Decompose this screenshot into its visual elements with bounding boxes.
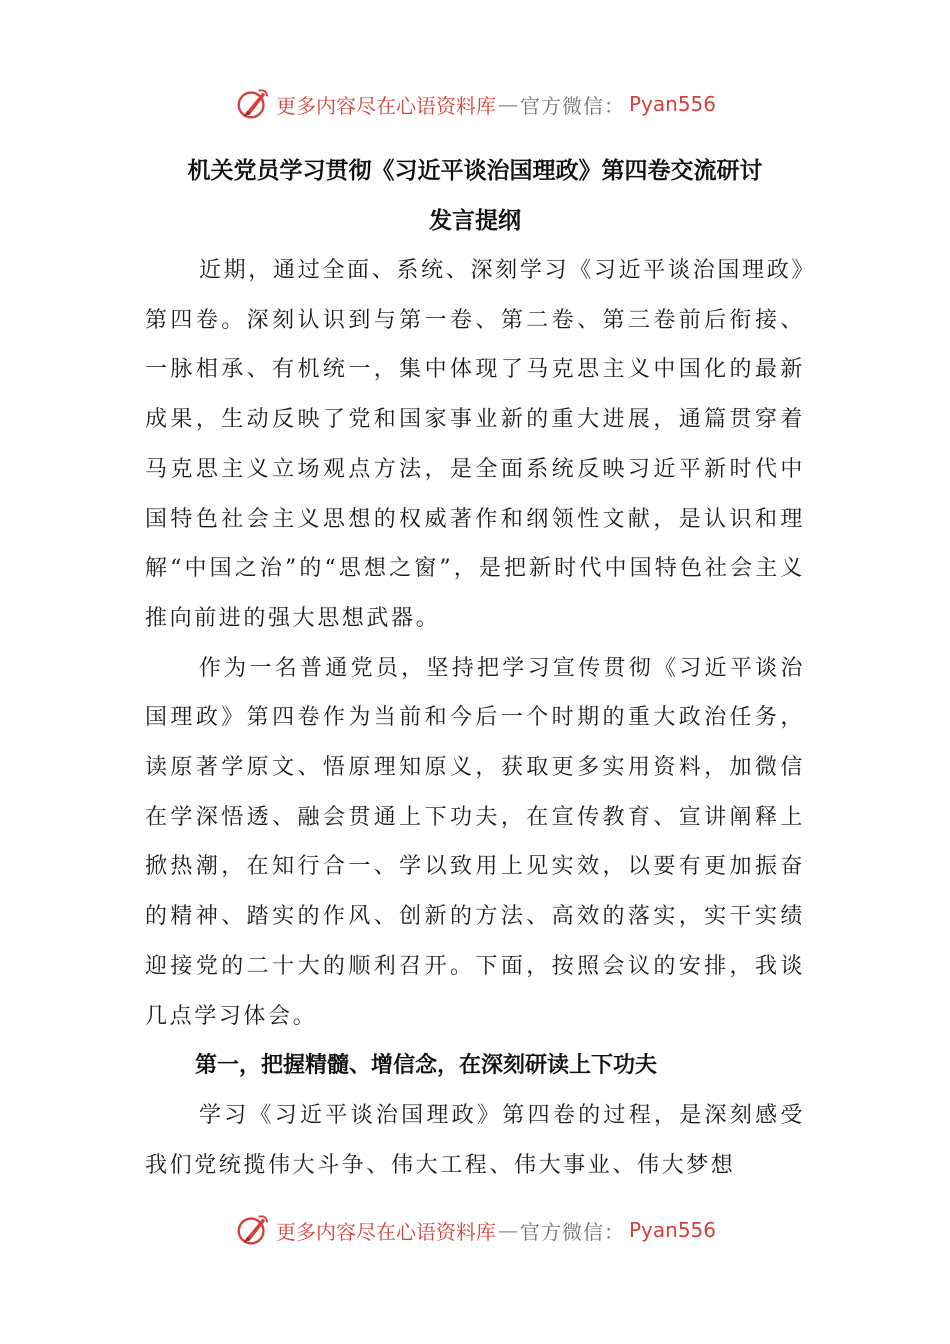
- body-paragraph-1: 近期，通过全面、系统、深刻学习《习近平谈治国理政》第四卷。深刻认识到与第一卷、第二卷、第三卷前后衔接、一脉相承、有机统一，集中体现了马克思主义中国化的最新成果，生动反映了党和国家事业新的重大进展，通篇贯穿着马克思主义立场观点方法，是全面系统反映习近平新时代中国特色社会主义思想的权威著作和纲领性文献，是认识和理解“中国之治”的“思想之窗”，是把新时代中国特色社会主义推向前进的强大思想武器。: [145, 258, 805, 631]
- footer-watermark: [0, 1208, 950, 1252]
- watermark-dash: —: [497, 1218, 518, 1242]
- body-paragraph-2: 作为一名普通党员，坚持把学习宣传贯彻《习近平谈治国理政》第四卷作为当前和今后一个时期的重大政治任务，读原著学原文、悟原理知原义，获取更多实用资料，加微信在学深悟透、融会贯通上下功夫，在宣传教育、宣讲阐释上掀热潮，在知行合一、学以致用上见实效，以要有更加振奋的精神、踏实的作风、创新的方法、高效的落实，实干实绩迎接党的二十大的顺利召开。下面，按照会议的安排，我谈几点学习体会。: [145, 655, 805, 1029]
- document-title-line1: 机关党员学习贯彻《习近平谈治国理政》第四卷交流研讨: [187, 158, 763, 184]
- watermark-site-text: 更多内容尽在心语资料库: [275, 93, 496, 118]
- document-title-line2: 发言提纲: [429, 208, 521, 234]
- watermark-wechat-label: 官方微信：: [519, 1219, 625, 1244]
- quill-pen-logo-icon: [234, 1211, 272, 1249]
- watermark-wechat-label: 官方微信：: [519, 93, 625, 118]
- body-paragraph-3: 学习《习近平谈治国理政》第四卷的过程，是深刻感受我们党统揽伟大斗争、伟大工程、伟大事业、伟大梦想: [145, 1102, 805, 1178]
- watermark-wechat-id: Pyan556: [628, 1218, 716, 1242]
- document-body: [145, 246, 805, 1190]
- header-watermark: [0, 82, 950, 126]
- watermark-site-text: 更多内容尽在心语资料库: [275, 1219, 496, 1244]
- watermark-wechat-id: Pyan556: [628, 92, 716, 116]
- quill-pen-logo-icon: [234, 85, 272, 123]
- watermark-dash: —: [497, 92, 518, 116]
- section-heading-1: 第一，把握精髓、增信念，在深刻研读上下功夫: [195, 1053, 658, 1079]
